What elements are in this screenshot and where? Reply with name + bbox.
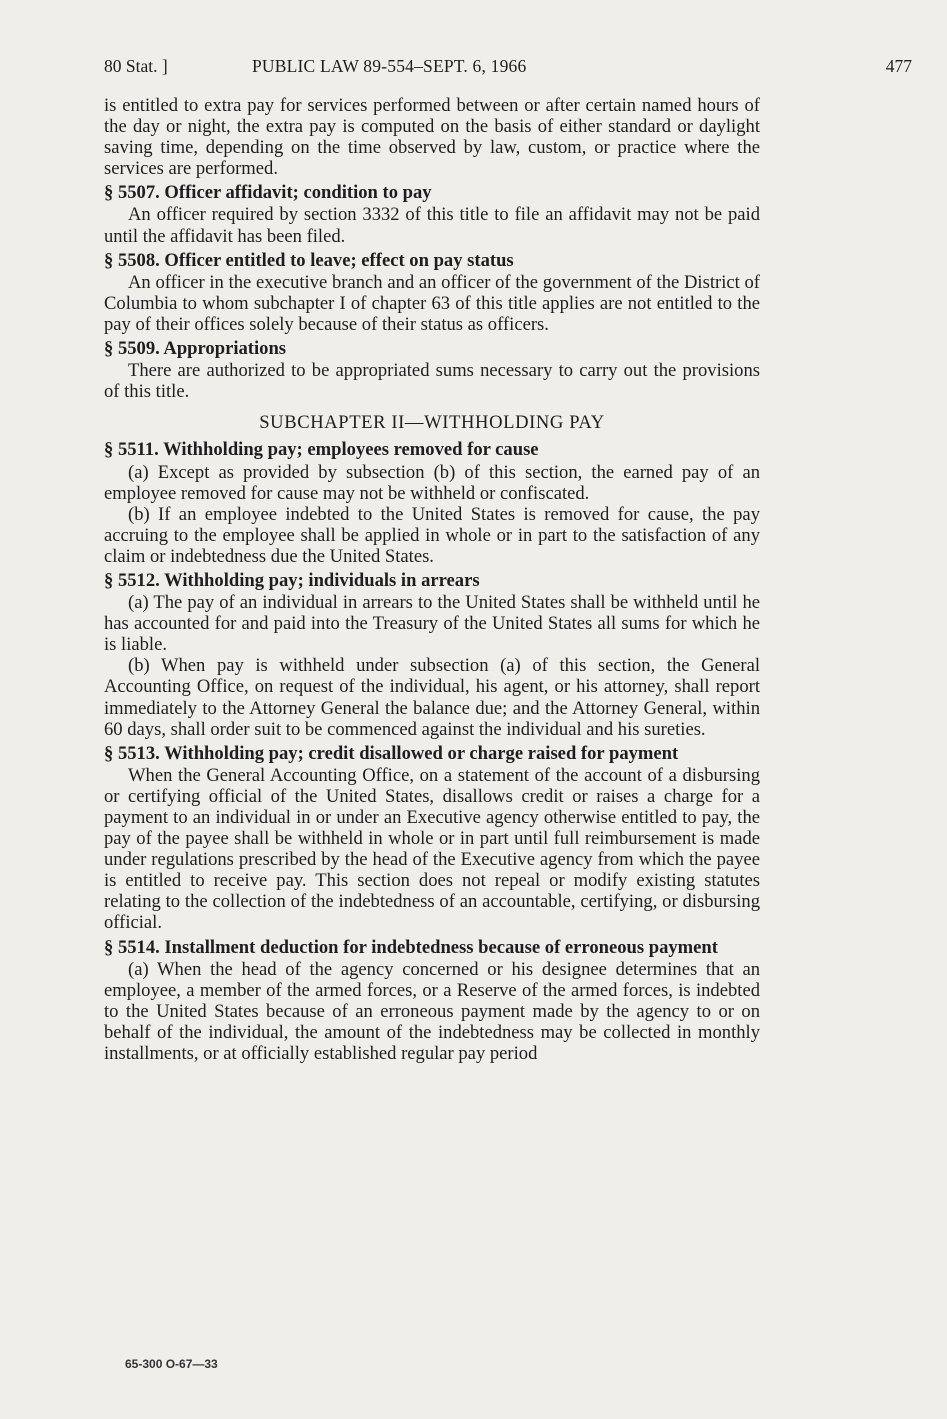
continued-paragraph: is entitled to extra pay for services performed between or after certain named hours of the day or night, the extra pay is computed on the basis of either standard or daylight saving time, depending on the time observed by law, custom, or practice where the services are performed. [104, 95, 760, 180]
section-heading-5513: § 5513. Withholding pay; credit disallowed or charge raised for payment [104, 742, 679, 764]
law-title: PUBLIC LAW 89-554–SEPT. 6, 1966 [252, 56, 527, 76]
running-header [104, 56, 912, 82]
section-text-5513: When the General Accounting Office, on a statement of the account of a disbursing or certifying official of the United States, disallows credit or raises a charge for a payment to an individual in or under an Executive agency otherwise entitled to pay, the pay of the payee shall be withheld in whole or in part until full reimbursement is made under regulations prescribed by the head of the Executive agency from which the payee is entitled to receive pay. This section does not repeal or modify existing statutes relating to the collection of the indebtedness of an accountable, certifying, or disbursing official. [104, 764, 760, 934]
section-5511-subsection-b: (b) If an employee indebted to the United States is removed for cause, the pay accruing to the employee shall be applied in whole or in part to the satisfaction of any claim or indebtedness due the United States. [104, 503, 760, 567]
page-number: 477 [885, 56, 912, 76]
section-text-5507: An officer required by section 3332 of this title to file an affidavit may not be paid until the affidavit has been filed. [104, 204, 760, 247]
section-text-5508: An officer in the executive branch and an officer of the government of the District of Columbia to whom subchapter I of chapter 63 of this title applies are not entitled to the pay of their offices solely because of their status as officers. [104, 271, 760, 335]
section-heading-5507: § 5507. Officer affidavit; condition to pay [104, 182, 432, 204]
section-heading-5512: § 5512. Withholding pay; individuals in arrears [104, 569, 480, 591]
section-5511-subsection-a: (a) Except as provided by subsection (b) of this section, the earned pay of an employee removed for cause may not be withheld or confiscated. [104, 461, 760, 504]
page-body [104, 95, 760, 1064]
print-code-footer: 65-300 O-67—33 [125, 1357, 218, 1371]
section-5512-subsection-a: (a) The pay of an individual in arrears to the United States shall be withheld until he has accounted for and paid into the Treasury of the United States all sums for which he is liable. [104, 592, 760, 656]
section-heading-5508: § 5508. Officer entitled to leave; effect on pay status [104, 249, 514, 271]
section-5512-subsection-b: (b) When pay is withheld under subsection (a) of this section, the General Accounting Office, on request of the individual, his agent, or his attorney, shall report immediately to the Attorney General the balance due; and the Attorney General, within 60 days, shall order suit to be commenced against the individual and his sureties. [104, 655, 760, 740]
section-heading-5509: § 5509. Appropriations [104, 338, 287, 360]
section-5514-subsection-a: (a) When the head of the agency concerned or his designee determines that an employee, a member of the armed forces, or a Reserve of the armed forces, is indebted to the United States because of an erroneous payment made by the agency to or on behalf of the individual, the amount of the indebtedness may be collected in monthly installments, or at officially established regular pay period [104, 958, 760, 1065]
section-text-5509: There are authorized to be appropriated sums necessary to carry out the provisions of this title. [104, 360, 760, 403]
subchapter-title: SUBCHAPTER II—WITHHOLDING PAY [259, 412, 605, 434]
section-heading-5511: § 5511. Withholding pay; employees removed for cause [104, 439, 539, 461]
section-heading-5514: § 5514. Installment deduction for indebtedness because of erroneous payment [104, 936, 718, 958]
statute-volume: 80 Stat. ] [104, 56, 168, 76]
